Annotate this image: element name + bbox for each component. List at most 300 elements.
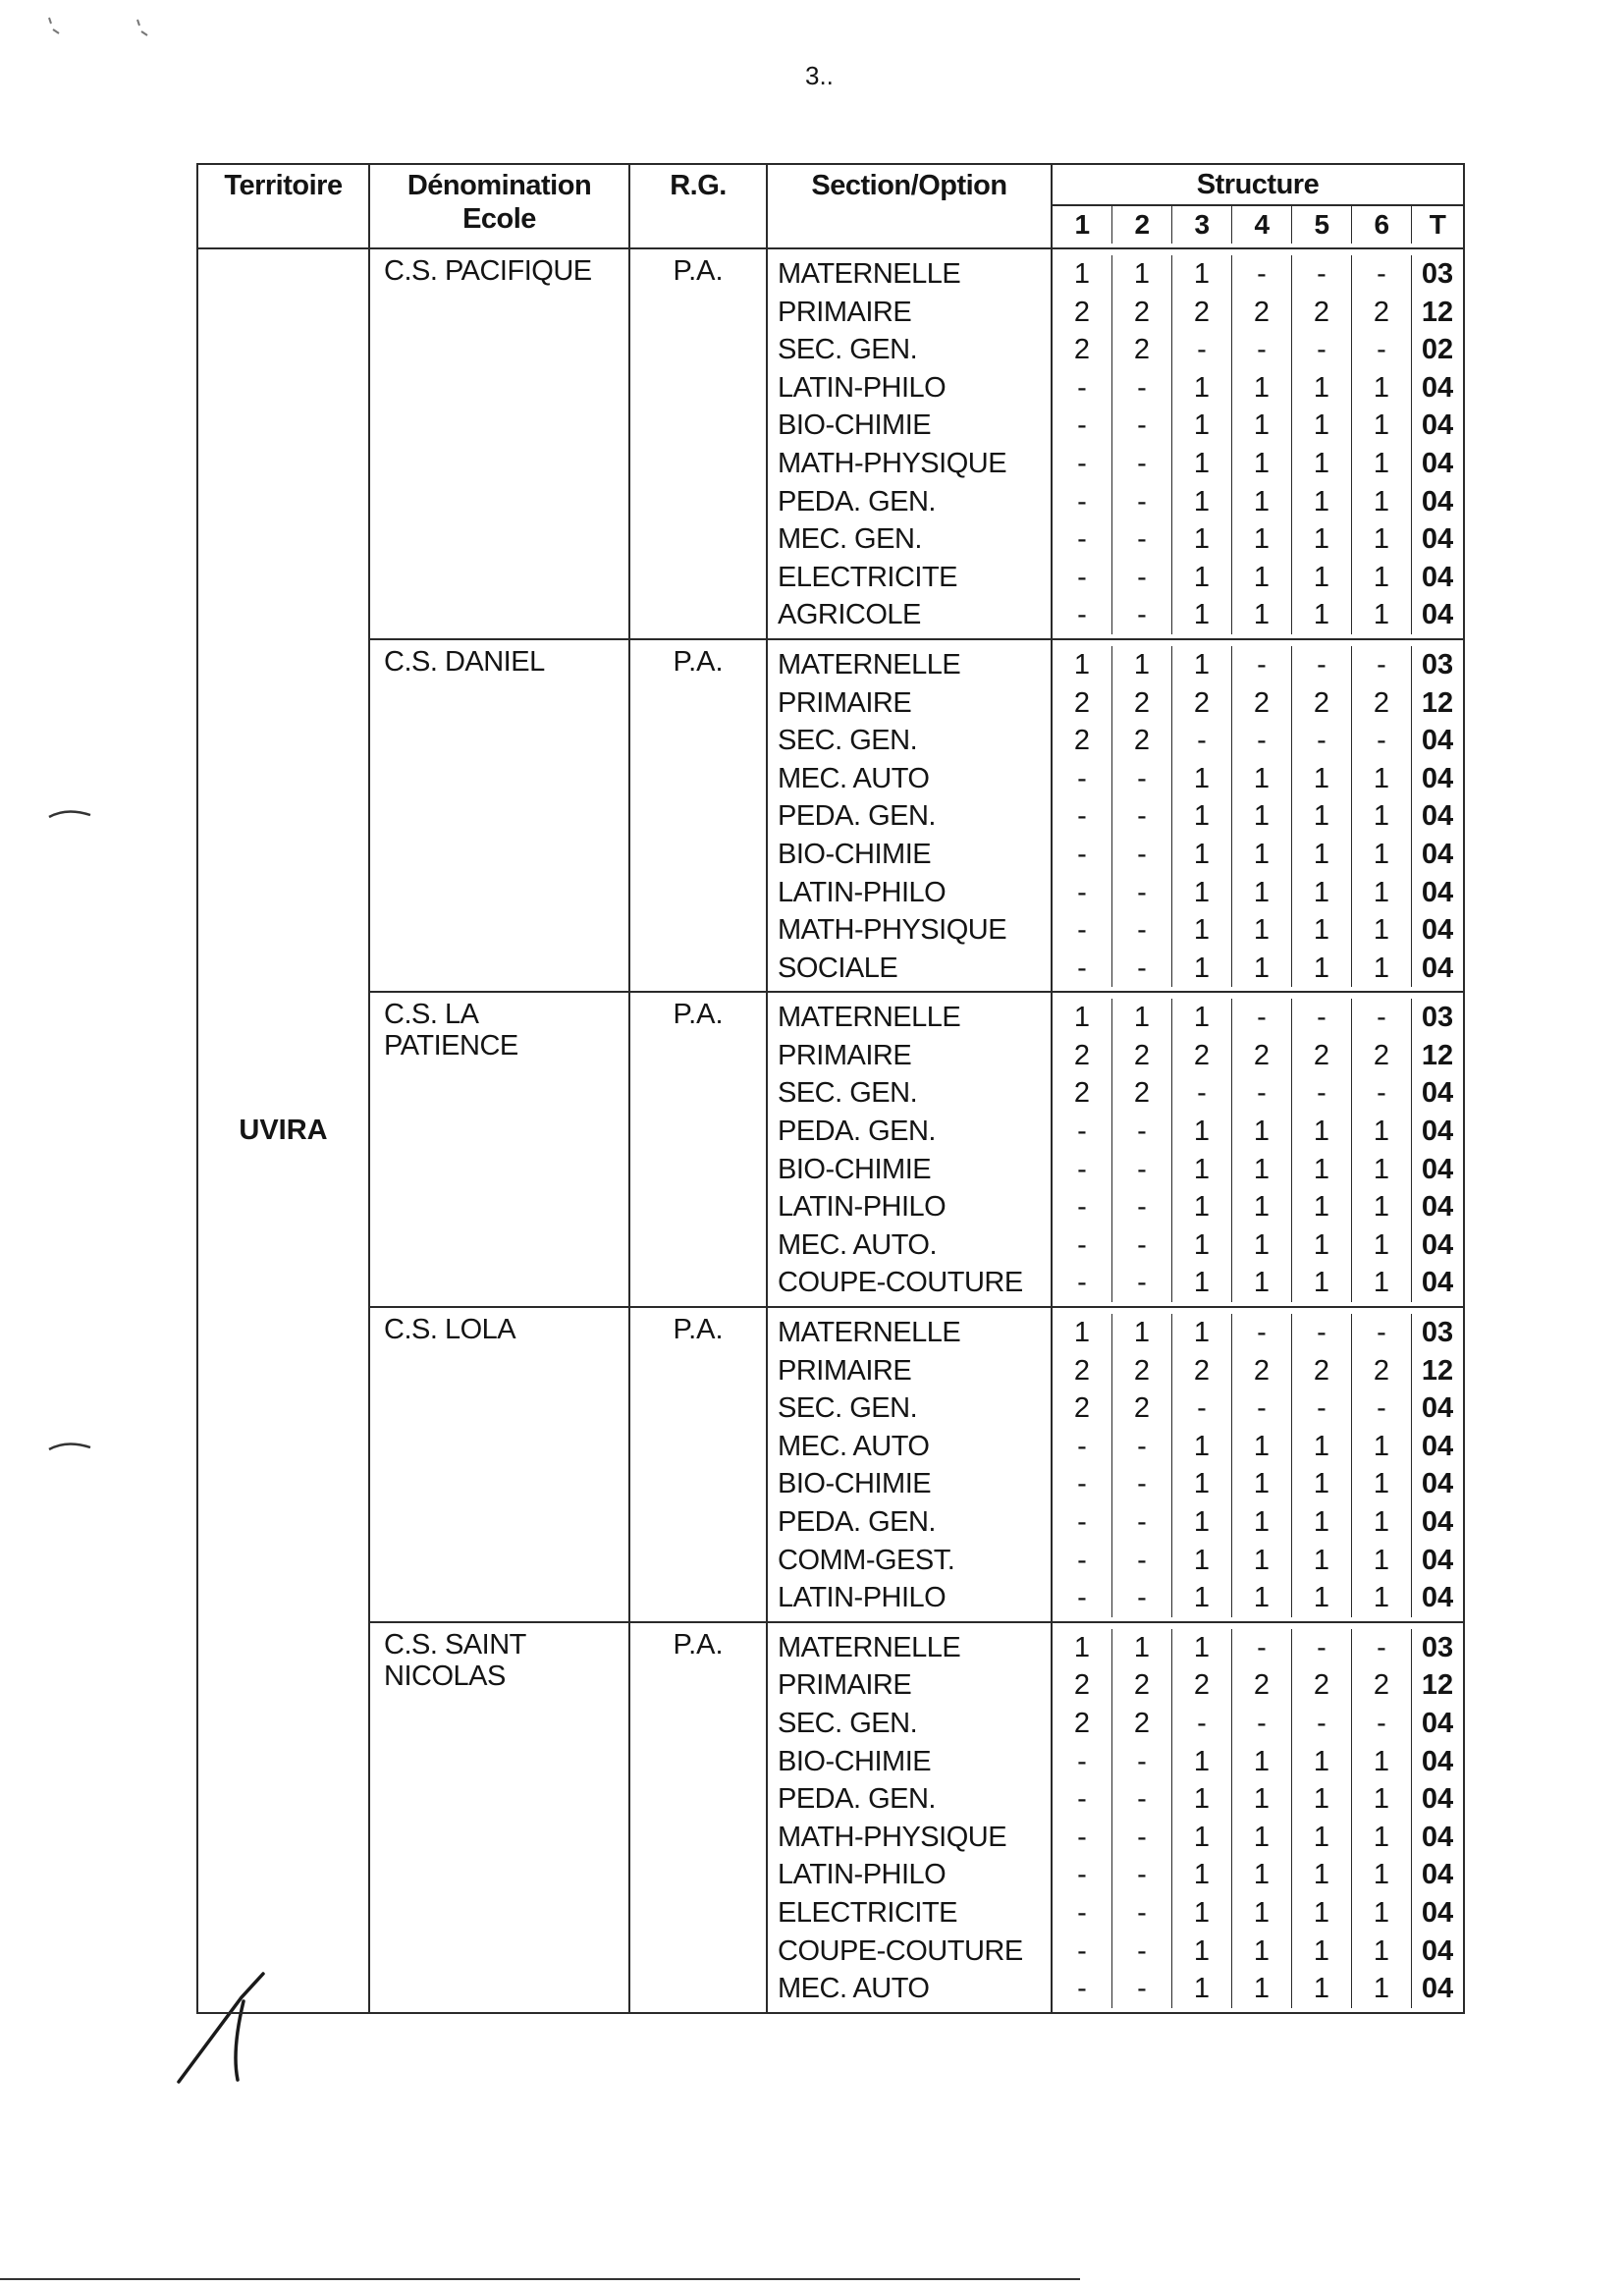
structure-value: 1 [1172, 911, 1232, 950]
structure-value: - [1292, 999, 1352, 1037]
structure-total: 04 [1421, 838, 1454, 870]
structure-value: 1 [1292, 1503, 1352, 1542]
structure-value: 1 [1172, 760, 1232, 798]
structure-row [1053, 1503, 1463, 1542]
option-label: LATIN-PHILO [778, 371, 947, 404]
structure-value: 2 [1352, 1037, 1412, 1075]
structure-value: 1 [1352, 1428, 1412, 1466]
header-col-t: T [1429, 209, 1446, 240]
option-label: SEC. GEN. [778, 725, 918, 757]
structure-row [1053, 1037, 1463, 1075]
structure-value: 1 [1172, 596, 1232, 634]
structure-value: 1 [1352, 445, 1412, 483]
structure-value: 1 [1232, 1579, 1292, 1617]
structure-value: 2 [1172, 1037, 1232, 1075]
structure-total: 04 [1421, 762, 1454, 794]
structure-value: - [1172, 1389, 1232, 1428]
structure-value: 1 [1292, 407, 1352, 445]
structure-total: 12 [1421, 1354, 1454, 1387]
structure-row [1053, 797, 1463, 836]
structure-value: - [1292, 646, 1352, 684]
structure-value: - [1053, 760, 1112, 798]
option-label: SEC. GEN. [778, 1077, 918, 1110]
bottom-rule [0, 2276, 1080, 2282]
structure-total: 04 [1421, 1116, 1454, 1148]
structure-value: - [1053, 1819, 1112, 1857]
option-label: PRIMAIRE [778, 1039, 912, 1071]
structure-value: 1 [1232, 1894, 1292, 1933]
structure-value: 1 [1292, 950, 1352, 988]
structure-value: 1 [1232, 520, 1292, 559]
school-rg: P.A. [629, 992, 767, 1307]
structure-value: 1 [1292, 1226, 1352, 1265]
structure-value: 1 [1172, 797, 1232, 836]
structure-row [1053, 294, 1463, 332]
structure-value: 2 [1292, 684, 1352, 723]
structure-row [1053, 1856, 1463, 1894]
structure-row [1053, 559, 1463, 597]
structure-value: - [1352, 646, 1412, 684]
structure-value: - [1352, 1389, 1412, 1428]
structure-value: 1 [1232, 1264, 1292, 1302]
structure-value: - [1053, 407, 1112, 445]
structure-value: 1 [1292, 1579, 1352, 1617]
option-label: COMM-GEST. [778, 1544, 955, 1576]
school-name [369, 639, 629, 992]
structure-value: - [1112, 1264, 1172, 1302]
school-rg: P.A. [629, 248, 767, 639]
structure-value: - [1112, 596, 1172, 634]
structure-value: - [1232, 255, 1292, 294]
options-list [767, 248, 1052, 639]
structure-value: 1 [1292, 1894, 1352, 1933]
option-label: MEC. AUTO [778, 762, 930, 794]
structure-total: 04 [1421, 561, 1454, 593]
structure-value: - [1112, 1542, 1172, 1580]
structure-value: 2 [1053, 1037, 1112, 1075]
structure-value: - [1292, 722, 1352, 760]
structure-row [1053, 874, 1463, 912]
option-label: PRIMAIRE [778, 1354, 912, 1387]
structure-value: - [1053, 1264, 1112, 1302]
structure-value: 1 [1172, 445, 1232, 483]
structure-row [1053, 483, 1463, 521]
structure-value: - [1112, 559, 1172, 597]
header-col-2: 2 [1112, 206, 1172, 244]
structure-value: 1 [1352, 559, 1412, 597]
structure-value: 1 [1172, 1743, 1232, 1781]
structure-value: 2 [1232, 294, 1292, 332]
school-name [369, 1622, 629, 2013]
structure-value: 1 [1232, 911, 1292, 950]
structure-total: 04 [1421, 1191, 1454, 1224]
structure-value: 1 [1292, 483, 1352, 521]
structure-value: - [1053, 1933, 1112, 1971]
structure-value: - [1053, 1542, 1112, 1580]
structure-row [1053, 1113, 1463, 1151]
structure-value: 1 [1172, 1465, 1232, 1503]
structure-value: - [1352, 1629, 1412, 1667]
header-structure: Structure [1052, 164, 1464, 205]
structure-row [1053, 1705, 1463, 1743]
structure-value: 1 [1232, 1933, 1292, 1971]
structure-total: 04 [1421, 952, 1454, 984]
structure-value: 1 [1352, 1743, 1412, 1781]
structure-value: - [1112, 1151, 1172, 1189]
header-structure-cols [1052, 205, 1464, 248]
structure-value: 1 [1352, 1933, 1412, 1971]
structure-value: - [1053, 874, 1112, 912]
structure-value: 1 [1112, 255, 1172, 294]
structure-value: 1 [1172, 1428, 1232, 1466]
structure-row [1053, 369, 1463, 408]
structure-total: 03 [1421, 258, 1454, 290]
structure-value: - [1053, 483, 1112, 521]
structure-value: 1 [1352, 407, 1412, 445]
structure-row [1053, 1579, 1463, 1617]
structure-value: 1 [1232, 596, 1292, 634]
structure-value: - [1232, 1629, 1292, 1667]
structure-value: 1 [1172, 1542, 1232, 1580]
option-label: COUPE-COUTURE [778, 1934, 1023, 1967]
structure-value: 1 [1292, 1264, 1352, 1302]
header-denomination-line1: Dénomination [406, 170, 592, 201]
structure-value: 1 [1292, 520, 1352, 559]
option-label: MATERNELLE [778, 1317, 961, 1349]
options-list [767, 639, 1052, 992]
structure-row [1053, 1352, 1463, 1390]
structure-value: 1 [1292, 1970, 1352, 2008]
structure-values [1052, 992, 1464, 1307]
structure-value: 1 [1292, 836, 1352, 874]
structure-value: 1 [1292, 1542, 1352, 1580]
structure-row [1053, 1819, 1463, 1857]
structure-value: - [1053, 520, 1112, 559]
option-label: COUPE-COUTURE [778, 1267, 1023, 1299]
structure-total: 04 [1421, 1582, 1454, 1614]
structure-total: 12 [1421, 1669, 1454, 1702]
structure-row [1053, 1465, 1463, 1503]
structure-value: 2 [1232, 1037, 1292, 1075]
structure-value: - [1112, 1743, 1172, 1781]
structure-total: 04 [1421, 409, 1454, 442]
option-label: MATH-PHYSIQUE [778, 1821, 1007, 1853]
option-label: LATIN-PHILO [778, 1859, 947, 1891]
structure-value: - [1292, 1074, 1352, 1113]
structure-value: 1 [1232, 1151, 1292, 1189]
school-name-line: C.S. LOLA [384, 1314, 516, 1346]
structure-row [1053, 1314, 1463, 1352]
structure-value: - [1112, 1579, 1172, 1617]
structure-value: - [1112, 483, 1172, 521]
structure-value: 1 [1292, 1743, 1352, 1781]
structure-value: 1 [1172, 999, 1232, 1037]
structure-value: - [1053, 1503, 1112, 1542]
structure-value: 1 [1352, 1465, 1412, 1503]
structure-value: 1 [1292, 911, 1352, 950]
structure-value: 1 [1053, 1314, 1112, 1352]
option-label: MATERNELLE [778, 1631, 961, 1663]
structure-value: - [1053, 950, 1112, 988]
structure-value: 1 [1352, 760, 1412, 798]
structure-value: - [1053, 1894, 1112, 1933]
structure-total: 04 [1421, 1228, 1454, 1261]
school-row [197, 1307, 1464, 1622]
options-list [767, 1622, 1052, 2013]
structure-value: 1 [1172, 1113, 1232, 1151]
option-label: MEC. AUTO. [778, 1228, 938, 1261]
structure-value: - [1172, 331, 1232, 369]
structure-total: 04 [1421, 1934, 1454, 1967]
structure-value: 1 [1172, 520, 1232, 559]
structure-value: 2 [1112, 294, 1172, 332]
structure-value: 1 [1053, 999, 1112, 1037]
structure-value: - [1352, 1314, 1412, 1352]
structure-value: 1 [1352, 520, 1412, 559]
structure-value: 2 [1053, 1705, 1112, 1743]
option-label: MATH-PHYSIQUE [778, 447, 1007, 479]
structure-total: 03 [1421, 1002, 1454, 1034]
structure-value: - [1352, 331, 1412, 369]
structure-row [1053, 1666, 1463, 1705]
structure-value: - [1053, 1113, 1112, 1151]
structure-value: - [1292, 1705, 1352, 1743]
structure-total: 12 [1421, 296, 1454, 328]
structure-row [1053, 331, 1463, 369]
structure-value: 1 [1232, 1970, 1292, 2008]
structure-value: - [1232, 999, 1292, 1037]
structure-value: 2 [1232, 1352, 1292, 1390]
structure-row [1053, 1933, 1463, 1971]
structure-value: 1 [1172, 1226, 1232, 1265]
structure-value: - [1112, 1503, 1172, 1542]
school-name [369, 248, 629, 639]
structure-total: 04 [1421, 1783, 1454, 1816]
structure-value: 1 [1172, 407, 1232, 445]
structure-value: 2 [1112, 722, 1172, 760]
structure-total: 04 [1421, 876, 1454, 908]
header-col-6: 6 [1352, 206, 1412, 244]
structure-value: - [1112, 1188, 1172, 1226]
structure-value: - [1112, 874, 1172, 912]
structure-row [1053, 950, 1463, 988]
structure-row [1053, 911, 1463, 950]
structure-value: 1 [1352, 1113, 1412, 1151]
structure-values [1052, 1622, 1464, 2013]
structure-value: 1 [1232, 797, 1292, 836]
structure-value: - [1112, 1226, 1172, 1265]
structure-row [1053, 1226, 1463, 1265]
structure-value: - [1112, 950, 1172, 988]
structure-value: 1 [1292, 445, 1352, 483]
option-label: SEC. GEN. [778, 1707, 918, 1739]
option-label: ELECTRICITE [778, 561, 958, 593]
option-label: SEC. GEN. [778, 334, 918, 366]
scan-speck-mark [43, 14, 161, 43]
structure-value: - [1232, 1389, 1292, 1428]
structure-total: 04 [1421, 1506, 1454, 1538]
structure-row [1053, 684, 1463, 723]
structure-value: - [1053, 596, 1112, 634]
structure-value: 1 [1232, 950, 1292, 988]
structure-row [1053, 520, 1463, 559]
structure-value: - [1232, 1314, 1292, 1352]
structure-value: - [1112, 1819, 1172, 1857]
structure-value: 2 [1112, 1352, 1172, 1390]
structure-value: 1 [1172, 1856, 1232, 1894]
option-label: BIO-CHIMIE [778, 409, 932, 442]
school-rg: P.A. [629, 1307, 767, 1622]
options-list [767, 1307, 1052, 1622]
structure-value: 1 [1232, 1428, 1292, 1466]
structure-value: 1 [1112, 1314, 1172, 1352]
structure-value: 1 [1232, 874, 1292, 912]
structure-total: 04 [1421, 1430, 1454, 1462]
structure-value: 1 [1172, 1780, 1232, 1819]
structure-total: 04 [1421, 1392, 1454, 1425]
option-label: BIO-CHIMIE [778, 1745, 932, 1777]
structure-total: 04 [1421, 1544, 1454, 1576]
structure-value: 1 [1232, 1226, 1292, 1265]
structure-values [1052, 639, 1464, 992]
structure-row [1053, 1894, 1463, 1933]
structure-value: - [1292, 255, 1352, 294]
school-row [197, 1622, 1464, 2013]
structure-value: 1 [1292, 797, 1352, 836]
structure-value: 1 [1172, 836, 1232, 874]
option-label: MATH-PHYSIQUE [778, 914, 1007, 947]
structure-row [1053, 1074, 1463, 1113]
structure-value: 1 [1172, 559, 1232, 597]
structure-total: 03 [1421, 648, 1454, 681]
option-label: PRIMAIRE [778, 686, 912, 719]
structure-value: 1 [1232, 407, 1292, 445]
structure-value: 1 [1172, 1629, 1232, 1667]
structure-value: 1 [1053, 1629, 1112, 1667]
option-label: MATERNELLE [778, 648, 961, 681]
structure-value: - [1232, 1074, 1292, 1113]
structure-value: 1 [1352, 1856, 1412, 1894]
structure-value: - [1112, 760, 1172, 798]
structure-total: 04 [1421, 447, 1454, 479]
structure-row [1053, 1188, 1463, 1226]
school-name-line: C.S. DANIEL [384, 645, 545, 678]
structure-value: 2 [1053, 722, 1112, 760]
structure-value: 1 [1172, 874, 1232, 912]
structure-value: 1 [1352, 836, 1412, 874]
structure-row [1053, 255, 1463, 294]
structure-total: 04 [1421, 1973, 1454, 2005]
structure-value: 2 [1172, 1666, 1232, 1705]
structure-value: 1 [1352, 1542, 1412, 1580]
structure-value: - [1352, 255, 1412, 294]
school-name-line: NICOLAS [384, 1660, 506, 1692]
structure-value: - [1053, 1856, 1112, 1894]
structure-value: - [1352, 722, 1412, 760]
structure-value: 2 [1112, 1074, 1172, 1113]
school-row [197, 992, 1464, 1307]
structure-value: - [1172, 722, 1232, 760]
structure-value: - [1053, 445, 1112, 483]
header-col-1: 1 [1053, 206, 1112, 244]
margin-tick-mark [47, 807, 96, 823]
structure-value: 1 [1053, 255, 1112, 294]
structure-total: 12 [1421, 686, 1454, 719]
structure-value: 1 [1172, 950, 1232, 988]
structure-value: 2 [1112, 1666, 1172, 1705]
structure-total: 04 [1421, 485, 1454, 517]
structure-total: 02 [1421, 334, 1454, 366]
structure-value: 1 [1112, 999, 1172, 1037]
option-label: ELECTRICITE [778, 1896, 958, 1929]
options-list [767, 992, 1052, 1307]
structure-value: 2 [1112, 1705, 1172, 1743]
school-name [369, 992, 629, 1307]
structure-value: - [1112, 1894, 1172, 1933]
structure-value: - [1352, 999, 1412, 1037]
option-label: MATERNELLE [778, 1002, 961, 1034]
structure-value: 1 [1172, 1579, 1232, 1617]
structure-value: 1 [1352, 1579, 1412, 1617]
structure-value: - [1292, 1314, 1352, 1352]
structure-value: - [1053, 1970, 1112, 2008]
structure-total: 04 [1421, 1859, 1454, 1891]
structure-row [1053, 1542, 1463, 1580]
structure-value: 1 [1292, 1933, 1352, 1971]
structure-value: 1 [1352, 1819, 1412, 1857]
structure-value: 1 [1352, 596, 1412, 634]
structure-value: 1 [1352, 1503, 1412, 1542]
structure-value: 1 [1352, 369, 1412, 408]
structure-row [1053, 1151, 1463, 1189]
structure-value: - [1053, 1465, 1112, 1503]
structure-total: 04 [1421, 1267, 1454, 1299]
structure-value: 1 [1232, 1503, 1292, 1542]
structure-value: - [1112, 445, 1172, 483]
structure-row [1053, 445, 1463, 483]
structure-value: - [1053, 911, 1112, 950]
structure-values [1052, 1307, 1464, 1622]
structure-value: 1 [1172, 1894, 1232, 1933]
structure-total: 04 [1421, 1821, 1454, 1853]
school-name [369, 1307, 629, 1622]
page-number: 3.. [805, 61, 834, 90]
structure-total: 03 [1421, 1317, 1454, 1349]
structure-value: 1 [1352, 1151, 1412, 1189]
structure-value: - [1112, 911, 1172, 950]
structure-value: 1 [1232, 559, 1292, 597]
structure-value: 2 [1172, 684, 1232, 723]
structure-value: 1 [1172, 1151, 1232, 1189]
structure-row [1053, 1264, 1463, 1302]
structure-value: 1 [1232, 1113, 1292, 1151]
structure-value: 1 [1172, 483, 1232, 521]
structure-total: 04 [1421, 800, 1454, 833]
structure-value: - [1053, 1188, 1112, 1226]
structure-value: 1 [1292, 760, 1352, 798]
option-label: PEDA. GEN. [778, 485, 936, 517]
structure-value: 1 [1292, 559, 1352, 597]
structure-value: - [1292, 1629, 1352, 1667]
structure-row [1053, 999, 1463, 1037]
structure-total: 04 [1421, 1745, 1454, 1777]
structure-value: 1 [1232, 1542, 1292, 1580]
option-label: PEDA. GEN. [778, 800, 936, 833]
school-rg: P.A. [629, 639, 767, 992]
structure-value: 2 [1352, 684, 1412, 723]
structure-value: 1 [1172, 369, 1232, 408]
structure-table [196, 163, 1465, 2014]
